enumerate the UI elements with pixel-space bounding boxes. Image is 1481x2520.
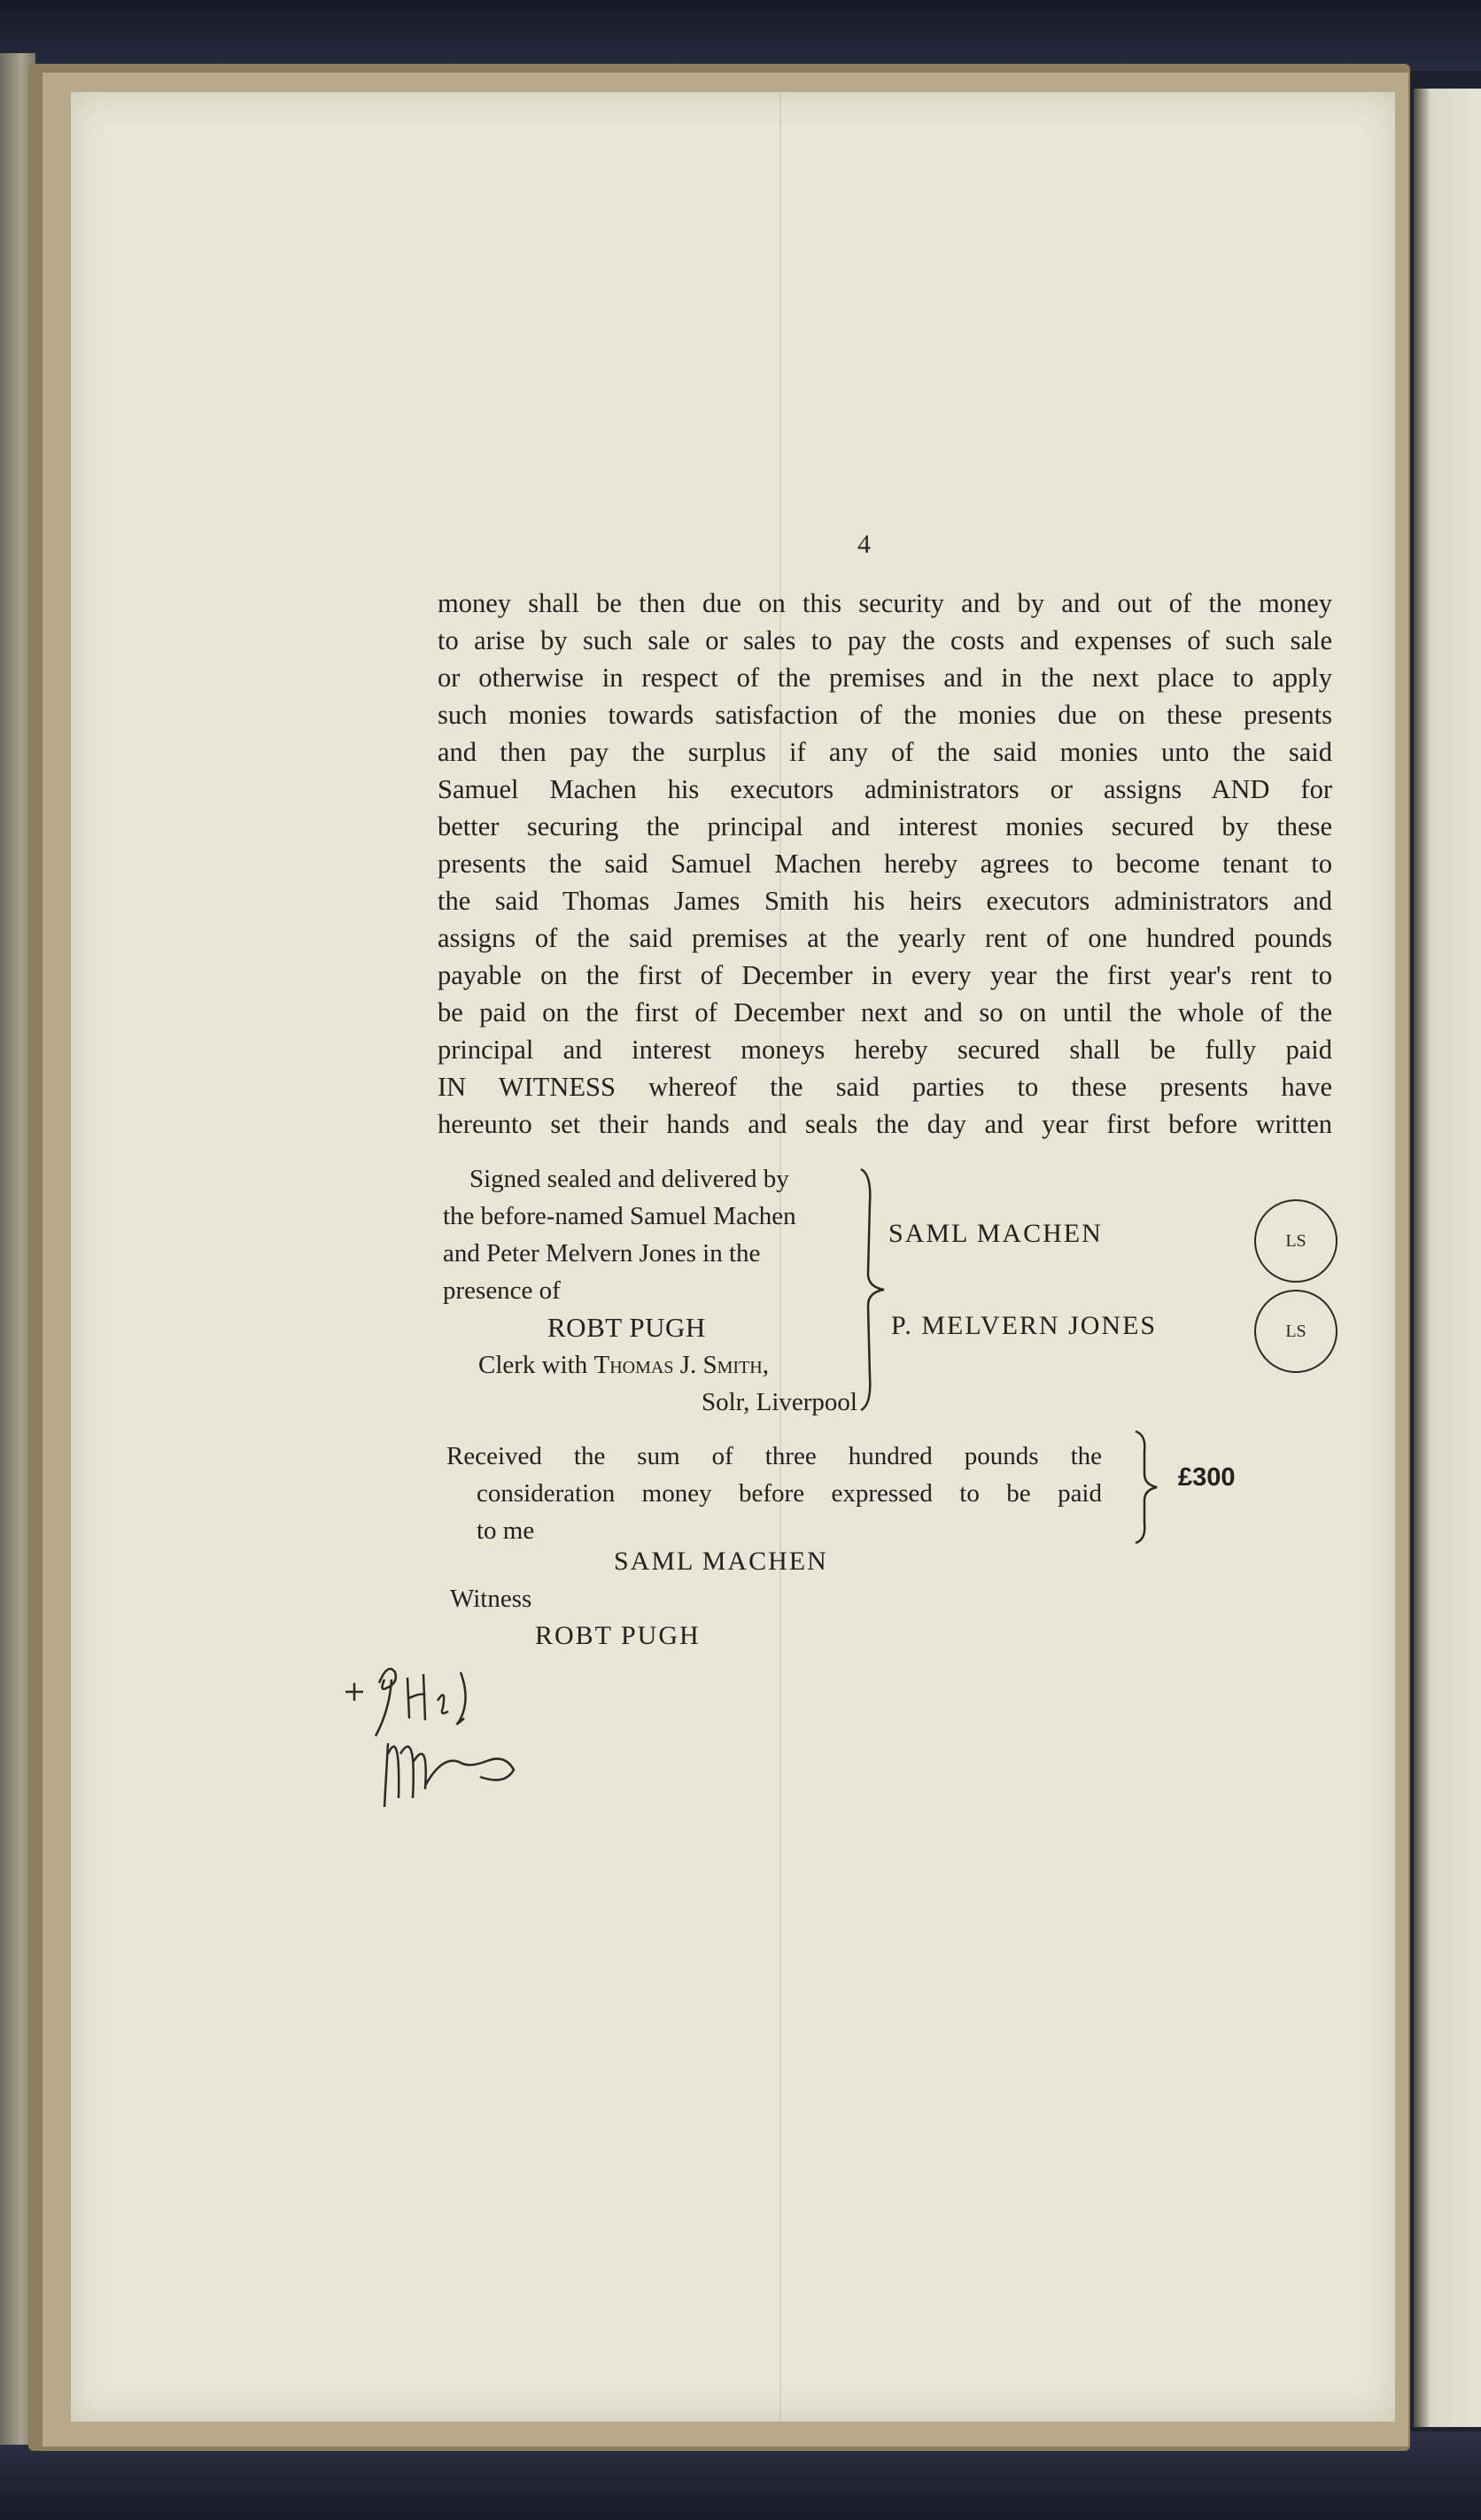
attestation-brace bbox=[857, 1167, 893, 1412]
solicitor-location: Solr, Liverpool bbox=[701, 1388, 857, 1416]
receipt-line: Received the sum of three hundred pounds the bbox=[446, 1442, 1102, 1470]
receipt-amount: £300 bbox=[1178, 1463, 1236, 1492]
page-number: 4 bbox=[857, 530, 871, 559]
clerk-employer: Thomas J. Smith, bbox=[593, 1351, 769, 1379]
signatory-name: SAML MACHEN bbox=[888, 1219, 1103, 1248]
body-line: or otherwise in respect of the premises and in the next place to apply bbox=[438, 663, 1332, 693]
attestation-line: presence of bbox=[443, 1276, 561, 1305]
body-line: hereunto set their hands and seals the day and year first before written bbox=[438, 1109, 1332, 1139]
body-line: principal and interest moneys hereby secured shall be fully paid bbox=[438, 1035, 1332, 1065]
body-line: and then pay the surplus if any of the said monies unto the said bbox=[438, 737, 1332, 767]
deed-body-text bbox=[438, 585, 1332, 1143]
handwritten-initials-annotation bbox=[337, 1630, 549, 1825]
body-line: to arise by such sale or sales to pay the costs and expenses of such sale bbox=[438, 625, 1332, 655]
body-line: Samuel Machen his executors administrators or assigns AND for bbox=[438, 774, 1332, 804]
seal-ls: LS bbox=[1254, 1199, 1338, 1283]
attestation-line: and Peter Melvern Jones in the bbox=[443, 1239, 761, 1268]
clerk-line bbox=[443, 1346, 859, 1384]
seal-ls: LS bbox=[1254, 1290, 1338, 1373]
receipt-witness-name: ROBT PUGH bbox=[535, 1621, 701, 1650]
attestation-clause bbox=[443, 1160, 859, 1421]
facing-page-edge bbox=[1414, 89, 1481, 2427]
attestation-line: the before-named Samuel Machen bbox=[443, 1202, 796, 1230]
body-line: payable on the first of December in every year the first year's rent to bbox=[438, 960, 1332, 990]
receipt-signatory: SAML MACHEN bbox=[614, 1547, 828, 1576]
body-line: money shall be then due on this security and by and out of the money bbox=[438, 588, 1332, 618]
receipt-brace bbox=[1132, 1430, 1162, 1545]
body-line: better securing the principal and interest monies secured by these bbox=[438, 811, 1332, 841]
attestation-line: Signed sealed and delivered by bbox=[469, 1165, 789, 1193]
receipt-clause bbox=[446, 1438, 1102, 1549]
body-line: be paid on the first of December next and so on until the whole of the bbox=[438, 997, 1332, 1027]
body-line: assigns of the said premises at the yearly rent of one hundred pounds bbox=[438, 923, 1332, 953]
attesting-witness-name: ROBT PUGH bbox=[547, 1312, 706, 1343]
body-line: such monies towards satisfaction of the monies due on these presents bbox=[438, 700, 1332, 730]
background-top bbox=[0, 0, 1481, 71]
receipt-line: consideration money before expressed to be paid bbox=[477, 1479, 1102, 1508]
witness-label: Witness bbox=[450, 1585, 532, 1613]
receipt-line: to me bbox=[477, 1516, 535, 1545]
body-line: the said Thomas James Smith his heirs executors administrators and bbox=[438, 886, 1332, 916]
body-line: presents the said Samuel Machen hereby agrees to become tenant to bbox=[438, 849, 1332, 879]
signatory-name: P. MELVERN JONES bbox=[891, 1311, 1158, 1340]
clerk-prefix: Clerk with bbox=[478, 1351, 594, 1379]
body-line: IN WITNESS whereof the said parties to these presents have bbox=[438, 1072, 1332, 1102]
